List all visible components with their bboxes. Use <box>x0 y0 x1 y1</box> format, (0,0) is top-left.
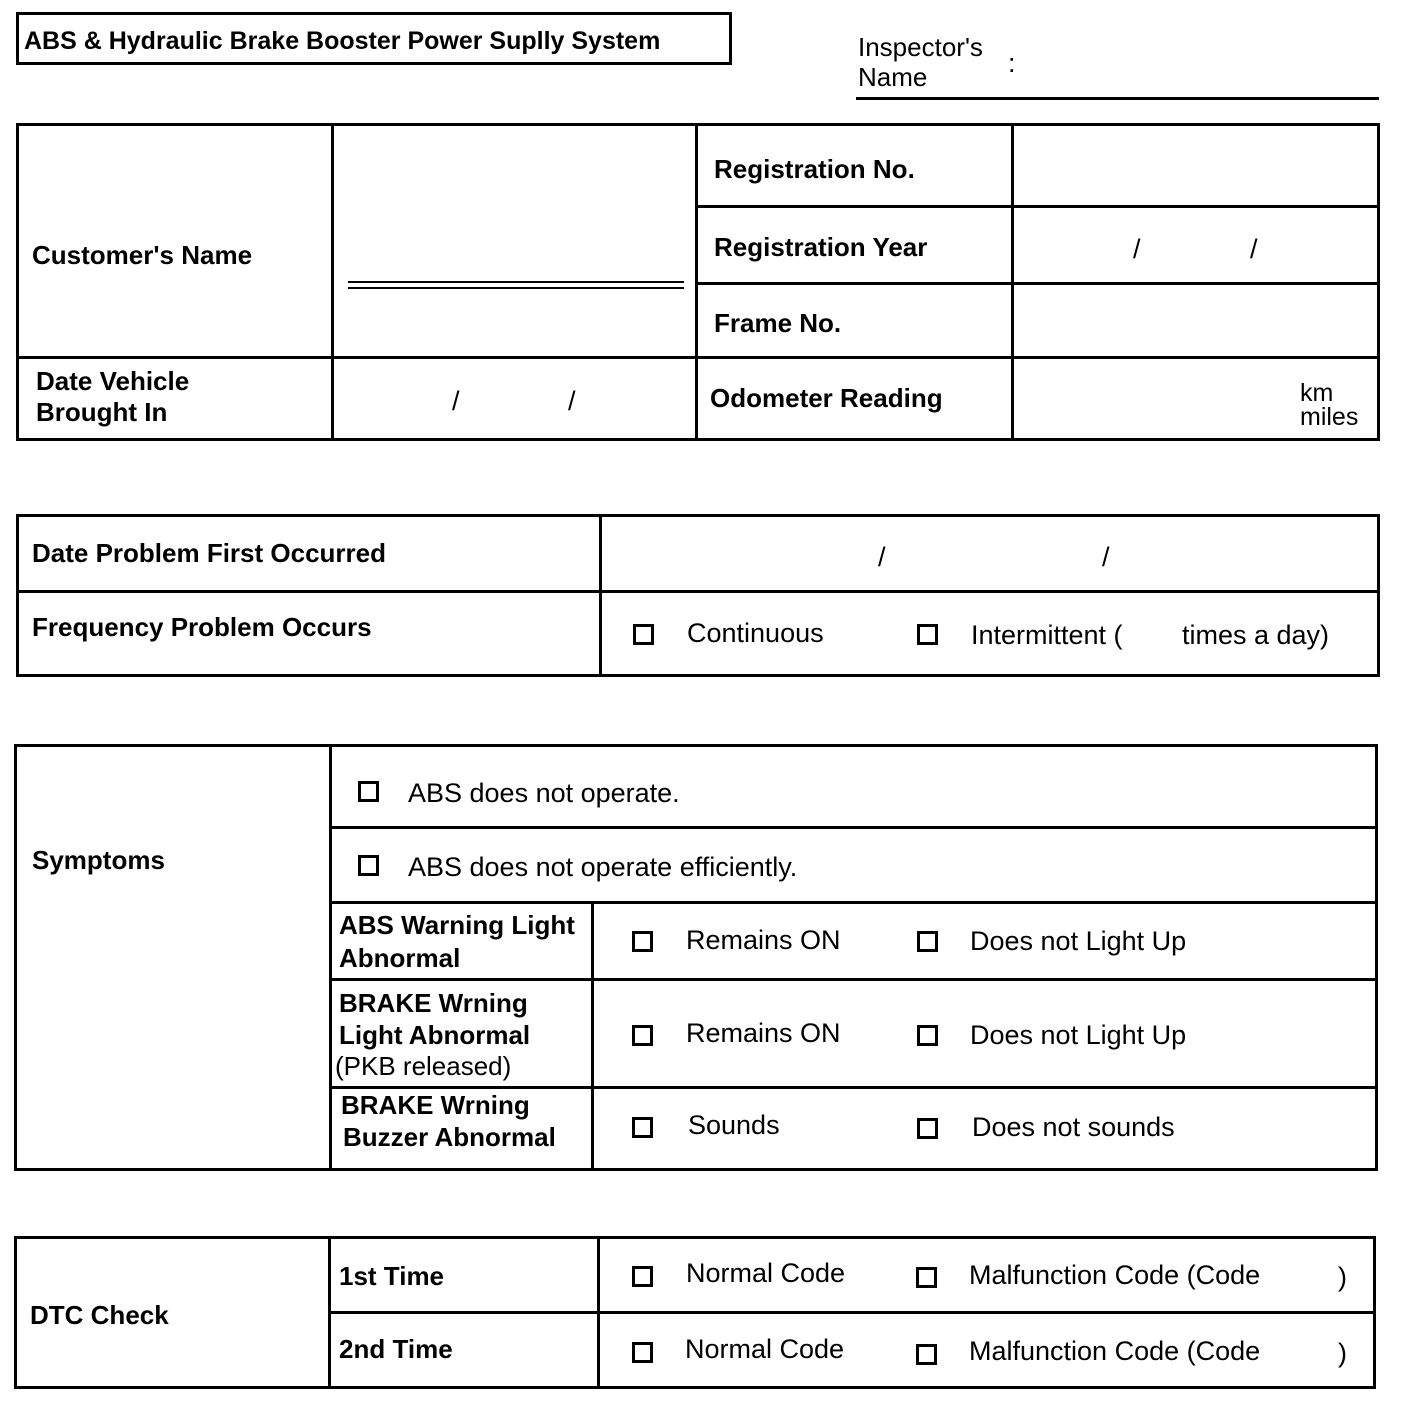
brake-light-label-line3: (PKB released) <box>335 1051 512 1081</box>
inspector-colon: : <box>1008 48 1016 78</box>
abs-not-operate-label: ABS does not operate. <box>408 778 680 808</box>
symptoms-table <box>14 744 1378 1171</box>
registration-no-field[interactable] <box>1015 132 1375 204</box>
brake-buzzer-label-line1: BRAKE Wrning <box>341 1090 530 1120</box>
date-brought-in-label-line1: Date Vehicle <box>36 366 190 396</box>
dtc-second-malfunction-checkbox[interactable] <box>916 1344 937 1365</box>
brake-buzzer-sounds-checkbox[interactable] <box>632 1117 653 1138</box>
dtc-first-normal-label: Normal Code <box>686 1258 846 1288</box>
brake-light-remains-on-label: Remains ON <box>686 1018 841 1048</box>
abs-not-efficient-checkbox[interactable] <box>358 855 379 876</box>
abs-not-efficient-label: ABS does not operate efficiently. <box>408 852 798 882</box>
brake-buzzer-label-line2: Buzzer Abnormal <box>343 1122 556 1152</box>
dtc-second-time-label: 2nd Time <box>339 1334 453 1364</box>
registration-year-label: Registration Year <box>714 232 928 262</box>
date-first-occurred-label: Date Problem First Occurred <box>32 538 386 568</box>
inspector-name-line[interactable] <box>856 97 1379 100</box>
form-title: ABS & Hydraulic Brake Booster Power Suplly System <box>24 27 661 55</box>
symptoms-label: Symptoms <box>32 845 165 875</box>
brake-light-not-light-label: Does not Light Up <box>970 1020 1187 1050</box>
date-first-occurred-separator-2: / <box>1102 542 1110 572</box>
brake-buzzer-not-sound-label: Does not sounds <box>972 1112 1175 1142</box>
dtc-check-label: DTC Check <box>30 1300 169 1330</box>
brake-buzzer-sounds-label: Sounds <box>688 1110 780 1140</box>
frame-no-label: Frame No. <box>714 308 842 338</box>
dtc-first-time-label: 1st Time <box>339 1261 445 1291</box>
dtc-first-malfunction-close: ) <box>1338 1262 1347 1292</box>
times-a-day-label: times a day) <box>1182 620 1330 650</box>
abs-not-operate-checkbox[interactable] <box>358 781 379 802</box>
dtc-first-malfunction-label: Malfunction Code (Code <box>969 1260 1261 1290</box>
dtc-second-normal-checkbox[interactable] <box>632 1342 653 1363</box>
intermittent-label: Intermittent ( <box>971 620 1123 650</box>
customer-name-field-line[interactable] <box>348 281 684 283</box>
abs-warning-remains-on-checkbox[interactable] <box>632 931 653 952</box>
dtc-second-normal-label: Normal Code <box>685 1334 845 1364</box>
intermittent-checkbox[interactable] <box>917 624 938 645</box>
inspector-label-line2: Name <box>858 62 928 92</box>
brake-light-label-line2: Light Abnormal <box>339 1020 531 1050</box>
date-brought-in-separator-2: / <box>568 386 576 416</box>
dtc-second-malfunction-label: Malfunction Code (Code <box>969 1336 1261 1366</box>
dtc-first-normal-checkbox[interactable] <box>632 1266 653 1287</box>
odometer-label: Odometer Reading <box>710 383 943 413</box>
registration-year-separator-2: / <box>1250 234 1258 264</box>
abs-warning-light-label-line1: ABS Warning Light <box>339 910 575 940</box>
registration-no-label: Registration No. <box>714 154 915 184</box>
continuous-checkbox[interactable] <box>633 624 654 645</box>
brake-light-label-line1: BRAKE Wrning <box>339 988 528 1018</box>
date-brought-in-separator-1: / <box>452 386 460 416</box>
brake-buzzer-not-sound-checkbox[interactable] <box>917 1118 938 1139</box>
inspector-label-line1: Inspector's <box>858 32 983 62</box>
dtc-first-malfunction-checkbox[interactable] <box>916 1267 937 1288</box>
continuous-label: Continuous <box>687 618 824 648</box>
frequency-label: Frequency Problem Occurs <box>32 612 372 642</box>
abs-warning-remains-on-label: Remains ON <box>686 925 841 955</box>
odometer-unit-km: km <box>1300 379 1334 407</box>
frame-no-field[interactable] <box>1015 286 1375 356</box>
date-first-occurred-separator-1: / <box>878 542 886 572</box>
abs-warning-light-label-line2: Abnormal <box>339 943 461 973</box>
abs-warning-not-light-checkbox[interactable] <box>917 931 938 952</box>
customer-name-label: Customer's Name <box>32 240 253 270</box>
brake-light-not-light-checkbox[interactable] <box>917 1025 938 1046</box>
date-brought-in-label-line2: Brought In <box>36 397 168 427</box>
registration-year-separator-1: / <box>1133 234 1141 264</box>
abs-warning-not-light-label: Does not Light Up <box>970 926 1187 956</box>
dtc-second-malfunction-close: ) <box>1338 1338 1347 1368</box>
brake-light-remains-on-checkbox[interactable] <box>632 1025 653 1046</box>
odometer-unit-miles: miles <box>1300 403 1359 431</box>
